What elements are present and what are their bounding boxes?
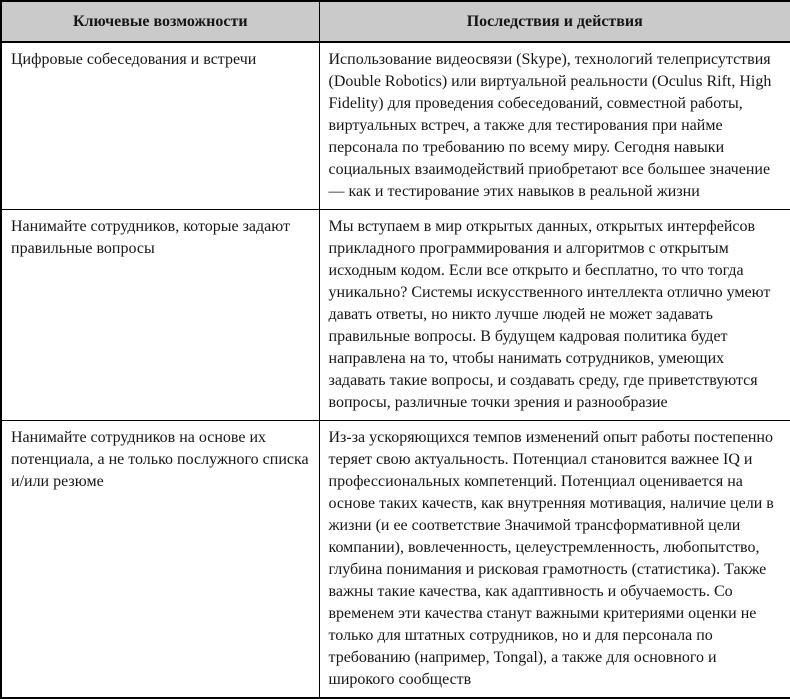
table-header-row [1,1,790,42]
column-header-consequences: Последствия и действия [319,1,790,42]
opportunity-cell: Нанимайте сотрудников на основе их потенциала, а не только послужного списка и/или резюме [1,421,319,699]
opportunity-cell: Нанимайте сотрудников, которые задают правильные вопросы [1,210,319,421]
opportunity-cell: Цифровые собеседования и встречи [1,42,319,210]
column-header-opportunities: Ключевые возможности [1,1,319,42]
consequence-cell: Из-за ускоряющихся темпов изменений опыт работы постепенно теряет свою актуальность. Потенциал становится важнее IQ и профессиональных компетенций. Потенциал оценивается на основе таких качеств, как внутренняя мотивация, наличие цели в жизни (и ее соответствие Значимой трансформативной цели компании), вовлеченность, целеустремленность, любопытство, глубина понимания и рисковая грамотность (статистика). Также важны такие качества, как адаптивность и обучаемость. Со временем эти качества станут важными критериями оценки не только для штатных сотрудников, но и для персонала по требованию (например, Tongal), а также для основного и широкого сообществ [319,421,790,699]
table-row [1,42,790,210]
table-row [1,210,790,421]
table-row [1,421,790,699]
consequence-cell: Использование видеосвязи (Skype), технологий телеприсутствия (Double Robotics) или виртуальной реальности (Oculus Rift, High Fidelity) для проведения собеседований, совместной работы, виртуальных встреч, а также для тестирования при найме персонала по требованию по всему миру. Сегодня навыки социальных взаимодействий приобретают все большее значение — как и тестирование этих навыков в реальной жизни [319,42,790,210]
consequence-cell: Мы вступаем в мир открытых данных, открытых интерфейсов прикладного программирования и алгоритмов с открытым исходным кодом. Если все открыто и бесплатно, то что тогда уникально? Системы искусственного интеллекта отлично умеют давать ответы, но никто лучше людей не может задавать правильные вопросы. В будущем кадровая политика будет направлена на то, чтобы нанимать сотрудников, умеющих задавать такие вопросы, и создавать среду, где приветствуются вопросы, различные точки зрения и разнообразие [319,210,790,421]
